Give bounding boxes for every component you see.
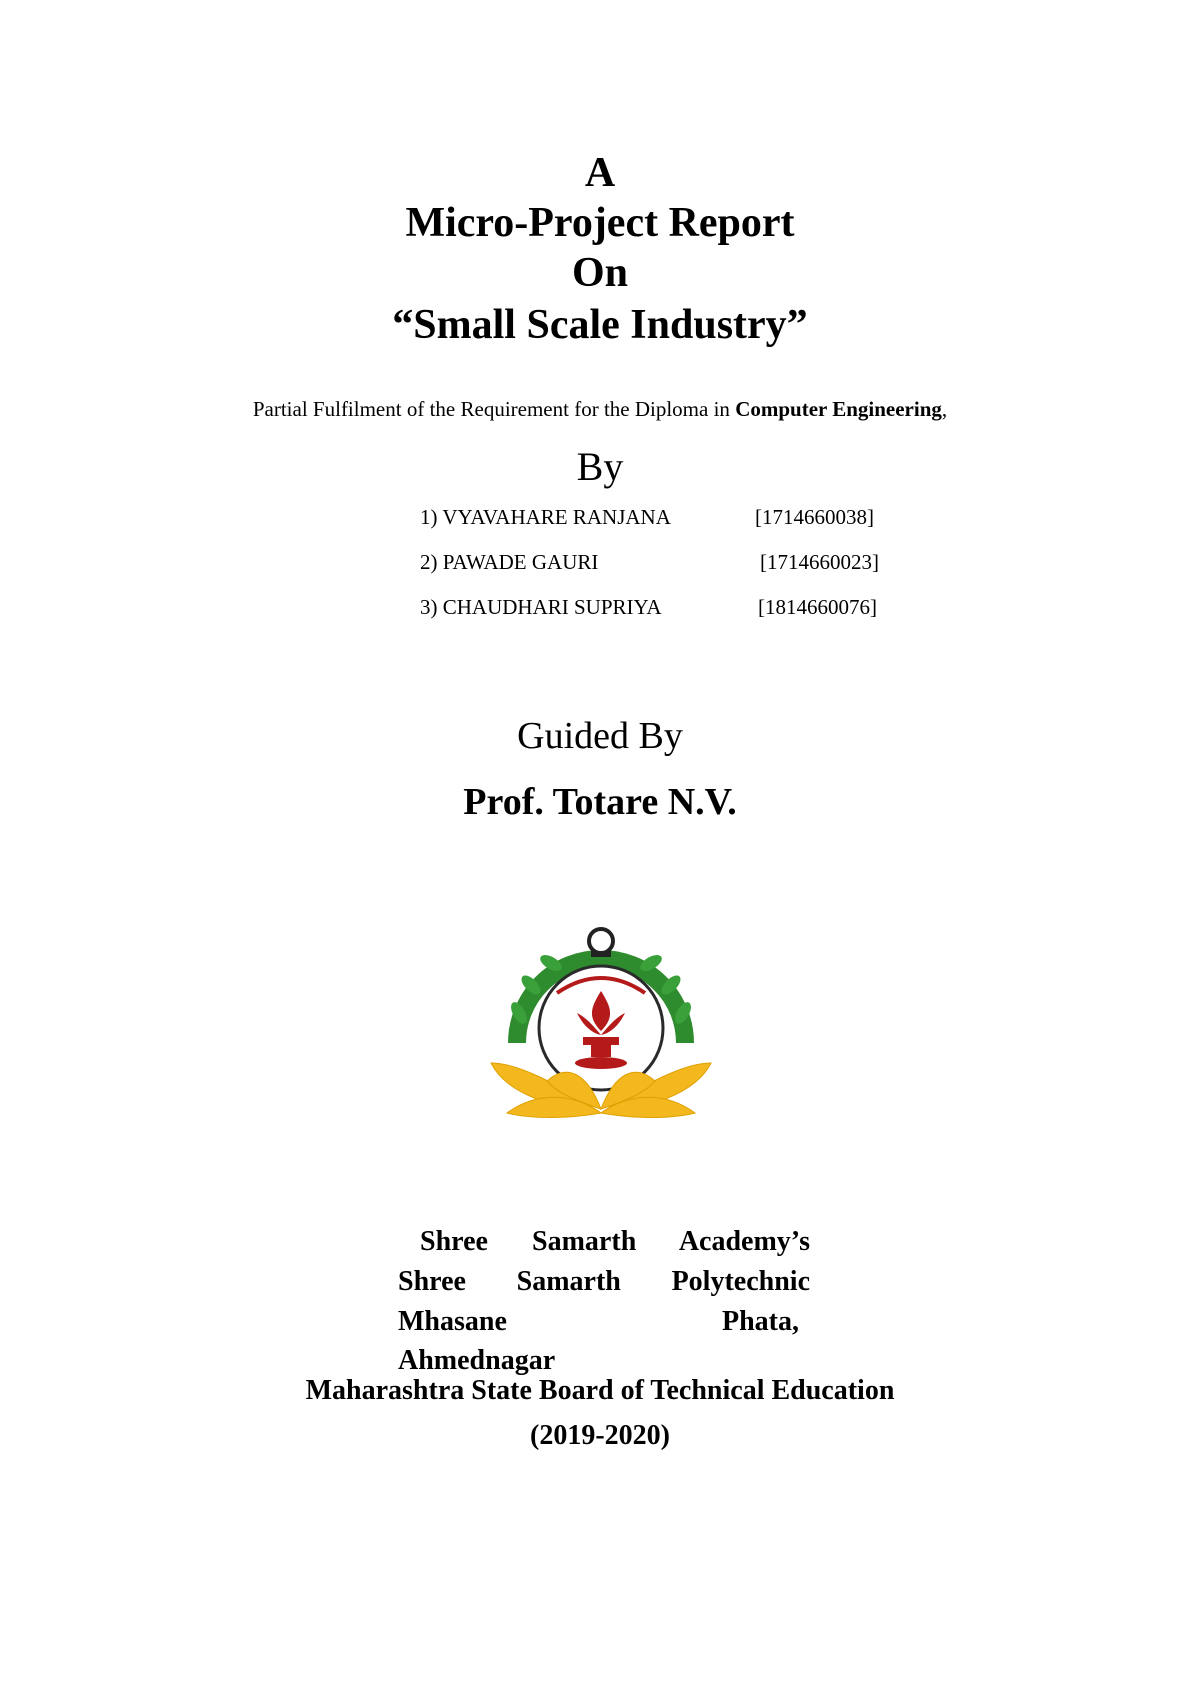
institution-polytechnic: Shree Samarth Polytechnic — [398, 1266, 810, 1297]
author-name: 1) VYAVAHARE RANJANA — [420, 505, 671, 529]
subtitle-discipline: Computer Engineering — [735, 397, 942, 421]
institution-city: Ahmednagar — [398, 1345, 556, 1376]
subtitle-suffix: , — [941, 397, 948, 421]
academic-year: (2019-2020) — [530, 1420, 670, 1451]
institution-academy: Shree Samarth Academy’s — [420, 1226, 810, 1257]
author-enrollment: [1714660038] — [755, 505, 874, 529]
title-topic: “Small Scale Industry” — [392, 302, 808, 348]
title-on: On — [571, 250, 629, 296]
title-a: A — [584, 150, 616, 196]
institution-location-left: Mhasane — [398, 1306, 507, 1337]
author-enrollment: [1814660076] — [758, 595, 877, 619]
board-name: Maharashtra State Board of Technical Education — [305, 1375, 895, 1406]
author-row — [420, 505, 900, 550]
subtitle — [0, 397, 1200, 422]
author-name: 3) CHAUDHARI SUPRIYA — [420, 595, 662, 619]
author-list — [420, 505, 900, 640]
guide-name: Prof. Totare N.V. — [463, 781, 737, 823]
title-report: Micro-Project Report — [405, 200, 795, 246]
institution-location-right: Phata, — [722, 1306, 799, 1337]
author-name: 2) PAWADE GAURI — [420, 550, 599, 574]
wheel-symbol — [589, 929, 613, 953]
msbte-emblem-icon — [487, 913, 715, 1121]
by-label: By — [576, 444, 624, 489]
guided-by-label: Guided By — [517, 715, 683, 757]
author-row — [420, 595, 900, 640]
subtitle-prefix: Partial Fulfilment of the Requirement for the Diploma in — [252, 397, 736, 421]
author-enrollment: [1714660023] — [760, 550, 879, 574]
author-row — [420, 550, 900, 595]
